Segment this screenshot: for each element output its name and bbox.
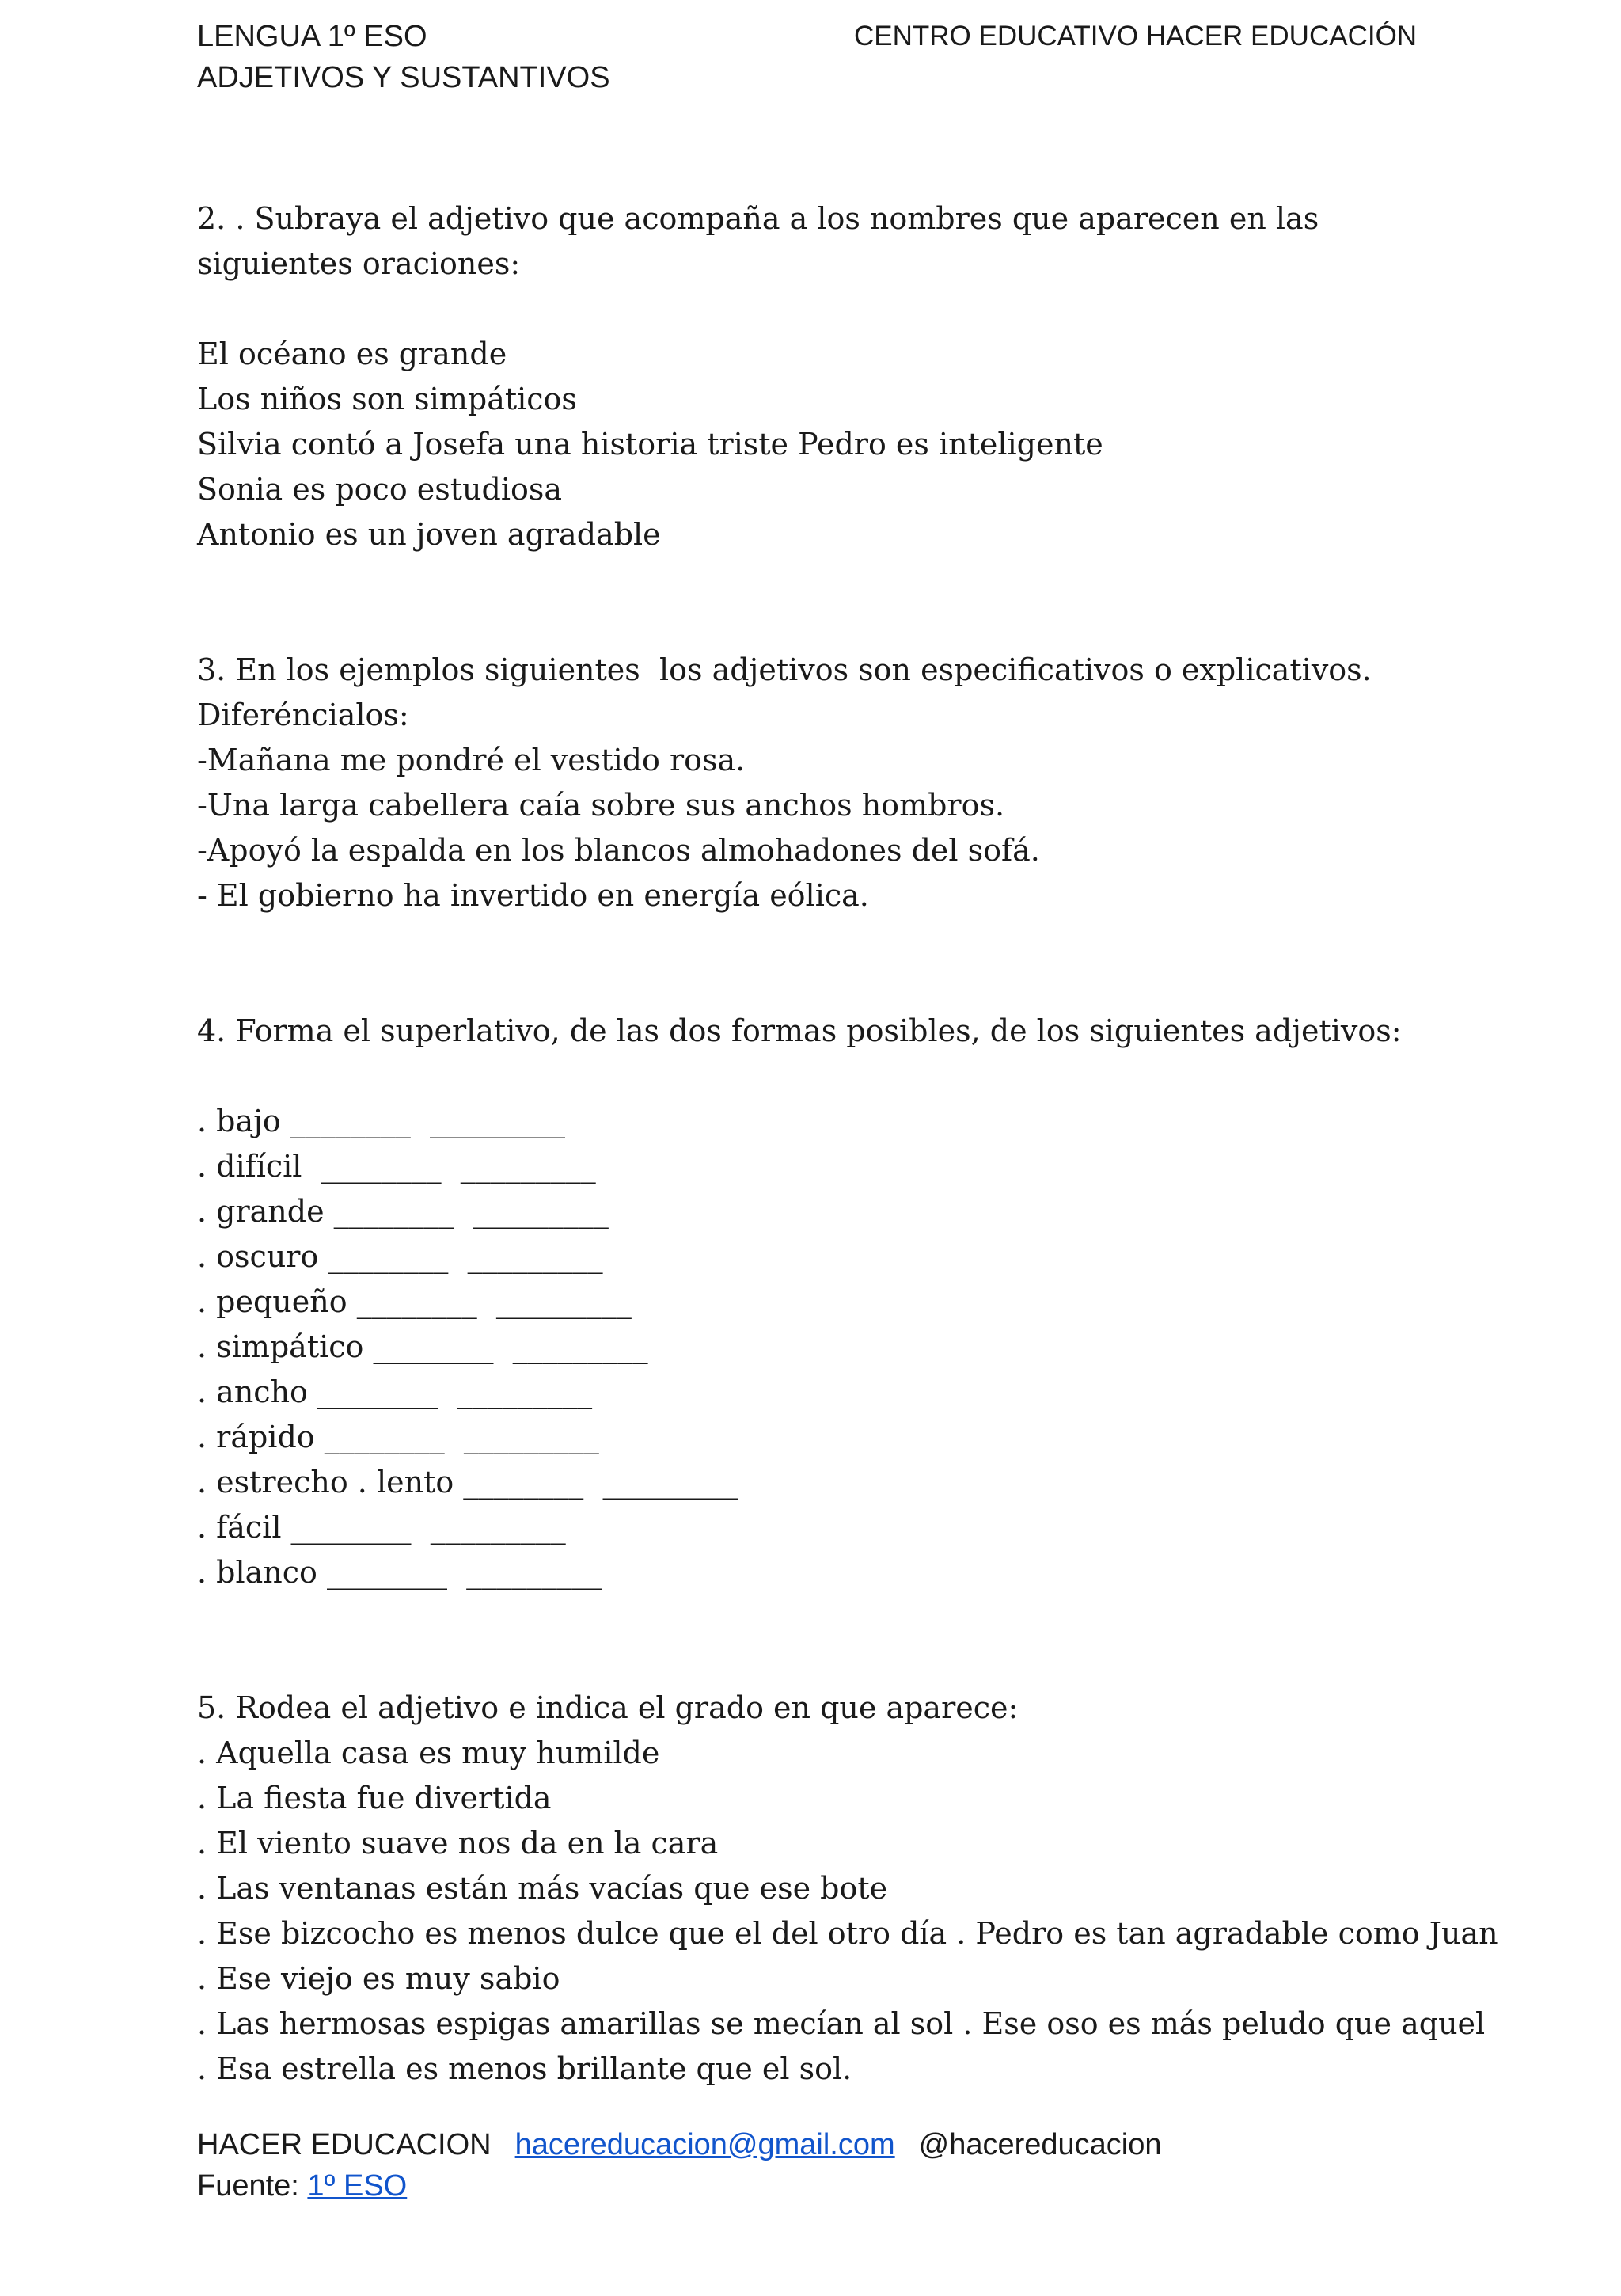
- exercise-5-sentence: . Las hermosas espigas amarillas se mecían al sol . Ese oso es más peludo que aquel: [197, 2006, 1486, 2041]
- exercise-4-instruction: 4. Forma el superlativo, de las dos formas posibles, de los siguientes adjetivos:: [197, 1013, 1402, 1048]
- exercise-5-sentence: . Las ventanas están más vacías que ese bote: [197, 1871, 888, 1906]
- header-subject: LENGUA 1º ESO: [197, 20, 427, 53]
- superlative-item: . difícil ________ _________: [197, 1149, 596, 1184]
- worksheet-body: [197, 196, 1498, 2092]
- header-topic: ADJETIVOS Y SUSTANTIVOS: [197, 61, 610, 94]
- footer-contact-row: [197, 2124, 1162, 2165]
- exercise-2-instruction: 2. . Subraya el adjetivo que acompaña a los nombres que aparecen en las siguientes oraciones:: [197, 201, 1319, 281]
- exercise-5-sentence: . Ese viejo es muy sabio: [197, 1961, 560, 1996]
- social-handle: @hacereducacion: [918, 2128, 1162, 2161]
- superlative-item: . bajo ________ _________: [197, 1104, 566, 1138]
- exercise-3-sentence: -Una larga cabellera caía sobre sus anchos hombros.: [197, 788, 1005, 823]
- exercise-3-instruction-cont: Diferéncialos:: [197, 698, 409, 732]
- exercise-5-sentence: . Ese bizcocho es menos dulce que el del otro día . Pedro es tan agradable como Juan: [197, 1916, 1498, 1951]
- exercise-5-instruction: 5. Rodea el adjetivo e indica el grado en que aparece:: [197, 1690, 1019, 1725]
- exercise-3-instruction: 3. En los ejemplos siguientes los adjetivos son especificativos o explicativos.: [197, 652, 1372, 687]
- exercise-4: [197, 1009, 1432, 1595]
- exercise-5-sentence: . Esa estrella es menos brillante que el sol.: [197, 2051, 852, 2086]
- superlative-item: . fácil ________ _________: [197, 1510, 566, 1545]
- footer-org: HACER EDUCACION: [197, 2128, 492, 2161]
- superlative-item: . estrecho . lento ________ _________: [197, 1465, 738, 1500]
- exercise-2-sentence: Los niños son simpáticos: [197, 382, 577, 416]
- superlative-item: . grande ________ _________: [197, 1194, 609, 1229]
- exercise-3-sentence: -Apoyó la espalda en los blancos almohadones del sofá.: [197, 833, 1040, 868]
- exercise-3-sentence: -Mañana me pondré el vestido rosa.: [197, 743, 746, 777]
- superlative-item: . rápido ________ _________: [197, 1420, 599, 1454]
- exercise-2: [197, 196, 1432, 557]
- exercise-5: [197, 1686, 1498, 2092]
- page-header: [197, 16, 610, 98]
- exercise-2-sentence: Sonia es poco estudiosa: [197, 472, 563, 507]
- exercise-5-sentence: . El viento suave nos da en la cara: [197, 1826, 719, 1861]
- exercise-2-sentence: El océano es grande: [197, 336, 507, 371]
- footer-source-row: [197, 2165, 1162, 2207]
- exercise-5-sentence: . La fiesta fue divertida: [197, 1781, 552, 1815]
- exercise-5-sentence: . Aquella casa es muy humilde: [197, 1735, 660, 1770]
- exercise-2-sentence: Silvia contó a Josefa una historia triste Pedro es inteligente: [197, 427, 1103, 462]
- superlative-item: . ancho ________ _________: [197, 1374, 593, 1409]
- header-center-name: CENTRO EDUCATIVO HACER EDUCACIÓN: [854, 21, 1418, 51]
- source-link[interactable]: 1º ESO: [307, 2169, 408, 2203]
- superlative-item: . blanco ________ _________: [197, 1555, 602, 1590]
- page-footer: [197, 2124, 1162, 2207]
- superlative-item: . pequeño ________ _________: [197, 1284, 632, 1319]
- exercise-2-sentence: Antonio es un joven agradable: [197, 517, 661, 552]
- email-link[interactable]: hacereducacion@gmail.com: [514, 2128, 895, 2161]
- superlative-item: . oscuro ________ _________: [197, 1239, 603, 1274]
- source-label: Fuente:: [197, 2169, 308, 2203]
- superlative-item: . simpático ________ _________: [197, 1329, 648, 1364]
- exercise-3: [197, 648, 1432, 918]
- exercise-3-sentence: - El gobierno ha invertido en energía eólica.: [197, 878, 869, 913]
